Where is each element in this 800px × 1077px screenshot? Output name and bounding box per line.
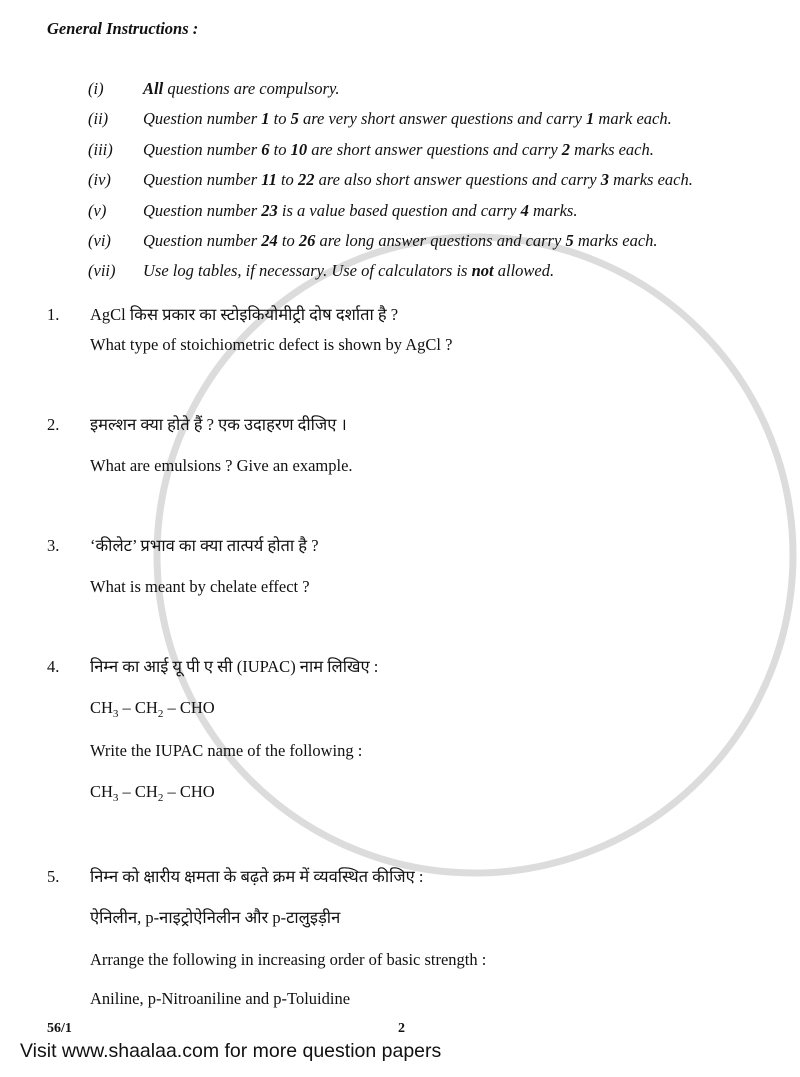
instruction-segment: to <box>277 231 299 250</box>
formula-subscript: 2 <box>157 792 164 804</box>
instruction-emphasis: 23 <box>261 200 278 220</box>
formula-part: – CHO <box>163 782 215 801</box>
formula-part: – CH <box>118 698 158 717</box>
question-hindi: निम्न का आई यू पी ए सी (IUPAC) नाम लिखिए : <box>90 657 379 676</box>
chemical-formula <box>90 782 215 802</box>
question-english: What are emulsions ? Give an example. <box>90 456 353 475</box>
instruction-number: (v) <box>88 200 107 220</box>
instruction-emphasis: 1 <box>586 109 595 129</box>
instruction-segment: Question number <box>143 170 262 190</box>
question-number: 4. <box>47 657 60 676</box>
instruction-segment: are very short answer questions and carry <box>298 109 587 129</box>
instruction-emphasis: 3 <box>600 170 609 190</box>
instruction-text <box>143 231 658 251</box>
instruction-text <box>143 201 577 221</box>
question-number: 2. <box>47 415 60 434</box>
instruction-emphasis: 5 <box>565 231 574 250</box>
formula-subscript: 3 <box>112 708 119 720</box>
instruction-segment: to <box>276 170 298 190</box>
instruction-emphasis: not <box>471 261 494 281</box>
instruction-number: (ii) <box>88 109 109 129</box>
instruction-text <box>143 140 654 160</box>
instruction-segment: are short answer questions and carry <box>307 139 562 159</box>
question-hindi: इमल्शन क्या होते हैं ? एक उदाहरण दीजिए । <box>90 415 347 434</box>
instruction-segment: Question number <box>143 109 262 129</box>
instruction-segment: marks each. <box>573 231 658 250</box>
paper-code: 56/1 <box>47 1021 72 1036</box>
instruction-segment: questions are compulsory. <box>163 79 340 98</box>
visit-website-link[interactable]: Visit www.shaalaa.com for more question papers <box>20 1040 442 1062</box>
instruction-emphasis: 1 <box>261 109 270 129</box>
question-number: 1. <box>47 305 60 324</box>
instruction-emphasis: 2 <box>561 139 571 159</box>
instruction-emphasis: All <box>143 79 164 98</box>
instruction-emphasis: 10 <box>290 139 308 159</box>
instruction-text <box>143 261 554 281</box>
question-hindi-compounds: ऐनिलीन, p-नाइट्रोऐनिलीन और p-टालुइड़ीन <box>90 908 341 927</box>
instruction-emphasis: 4 <box>520 200 529 220</box>
instruction-segment: are also short answer questions and carry <box>314 170 601 190</box>
instruction-number: (iii) <box>88 139 113 159</box>
instruction-emphasis: 24 <box>261 231 278 250</box>
instruction-emphasis: 6 <box>261 139 270 159</box>
question-number: 5. <box>47 867 60 886</box>
formula-subscript: 3 <box>112 792 119 804</box>
question-hindi: ‘कीलेट’ प्रभाव का क्या तात्पर्य होता है ? <box>90 536 319 555</box>
instruction-segment: marks. <box>528 200 578 220</box>
instruction-emphasis: 5 <box>290 109 299 129</box>
instruction-segment: Question number <box>143 200 262 220</box>
instruction-text <box>143 170 693 190</box>
instruction-emphasis: 11 <box>261 170 277 190</box>
instruction-segment: are long answer questions and carry <box>315 231 566 250</box>
instruction-segment: Question number <box>143 139 262 159</box>
instruction-segment: is a value based question and carry <box>277 200 521 220</box>
instruction-number: (vi) <box>88 231 111 250</box>
page-number: 2 <box>398 1021 405 1036</box>
formula-part: – CHO <box>163 698 215 717</box>
instruction-number: (vii) <box>88 261 116 281</box>
instruction-number: (iv) <box>88 170 111 190</box>
instructions-heading: General Instructions : <box>47 19 199 38</box>
instruction-segment: Use log tables, if necessary. Use of calculators is <box>143 261 472 281</box>
formula-part: – CH <box>118 782 158 801</box>
instruction-segment: allowed. <box>493 261 555 281</box>
question-english: What is meant by chelate effect ? <box>90 577 310 596</box>
question-english: What type of stoichiometric defect is shown by AgCl ? <box>90 335 453 354</box>
question-english: Write the IUPAC name of the following : <box>90 741 363 760</box>
instruction-segment: to <box>269 139 291 159</box>
question-english: Arrange the following in increasing order of basic strength : <box>90 950 487 969</box>
formula-subscript: 2 <box>157 708 164 720</box>
question-english-compounds: Aniline, p-Nitroaniline and p-Toluidine <box>90 989 351 1008</box>
question-number: 3. <box>47 536 60 555</box>
formula-part: CH <box>90 782 113 801</box>
instruction-emphasis: 22 <box>297 170 315 190</box>
instruction-segment: marks each. <box>609 170 693 190</box>
instruction-text <box>143 79 339 99</box>
instruction-number: (i) <box>88 79 104 98</box>
instruction-emphasis: 26 <box>298 231 316 250</box>
formula-part: CH <box>90 698 113 717</box>
instruction-text <box>143 109 672 129</box>
chemical-formula <box>90 698 215 718</box>
question-hindi: निम्न को क्षारीय क्षमता के बढ़ते क्रम में व्यवस्थित कीजिए : <box>90 867 424 886</box>
instruction-segment: marks each. <box>570 139 654 159</box>
instruction-segment: Question number <box>143 231 262 250</box>
instruction-segment: to <box>269 109 291 129</box>
instruction-segment: mark each. <box>594 109 672 129</box>
question-hindi: AgCl किस प्रकार का स्टोइकियोमीट्री दोष दर्शाता है ? <box>90 305 399 324</box>
